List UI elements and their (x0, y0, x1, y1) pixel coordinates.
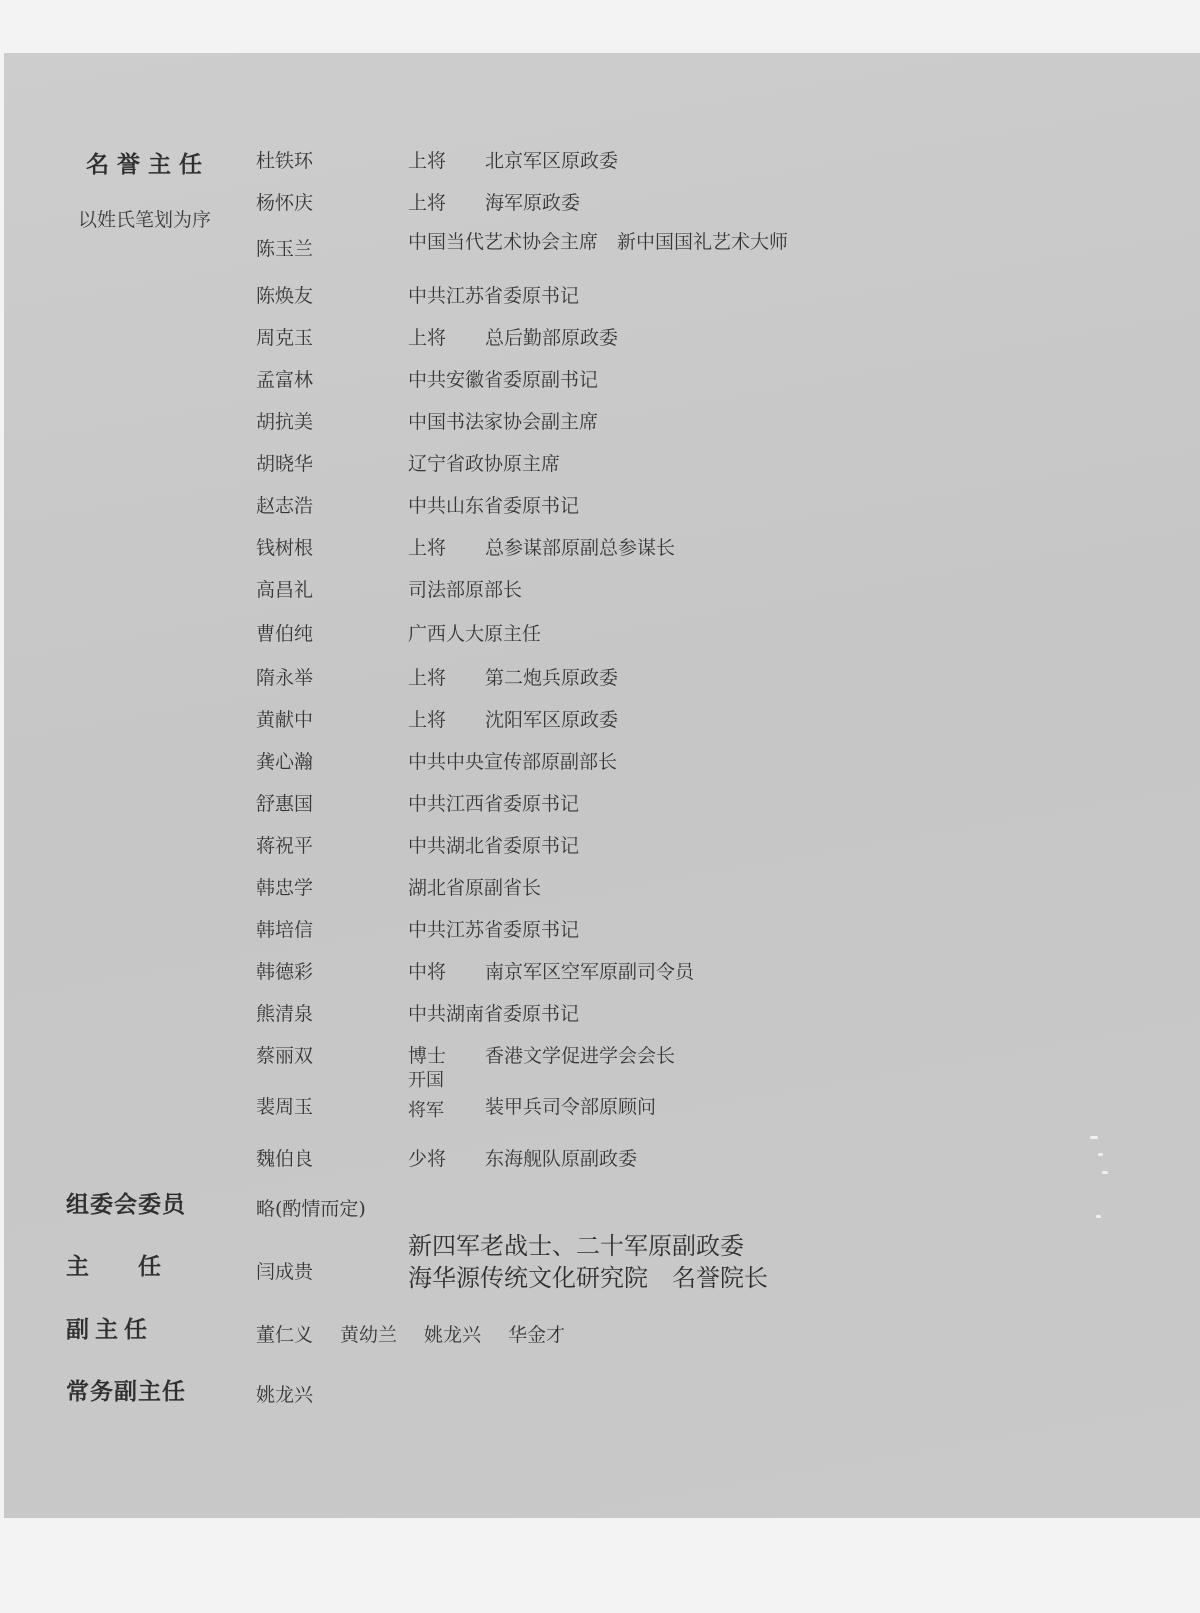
member-name: 韩培信 (256, 919, 314, 941)
member-desc: 广西人大原主任 (408, 623, 542, 645)
scan-speck (1090, 1136, 1098, 1139)
member-name: 裴周玉 (256, 1096, 314, 1118)
sort-note: 以姓氏笔划为序 (78, 209, 212, 231)
member-name: 高昌礼 (256, 579, 314, 601)
member-name: 韩忠学 (256, 877, 314, 899)
member-name: 陈焕友 (256, 285, 314, 307)
roster-page (4, 53, 1200, 1518)
member-desc: 南京军区空军原副司令员 (485, 961, 695, 983)
deputy-name: 黄幼兰 (340, 1324, 398, 1346)
member-rank: 上将 (408, 150, 447, 172)
member-desc: 中国书法家协会副主席 (408, 411, 599, 433)
member-name: 孟富林 (256, 369, 314, 391)
director-titles (408, 1230, 768, 1294)
member-desc: 中共山东省委原书记 (408, 495, 580, 517)
member-desc: 中共湖北省委原书记 (408, 835, 580, 857)
member-desc: 北京军区原政委 (485, 150, 619, 172)
director-line: 海华源传统文化研究院 名誉院长 (408, 1264, 768, 1292)
member-name: 周克玉 (256, 327, 314, 349)
member-rank: 上将 (408, 537, 447, 559)
member-desc: 第二炮兵原政委 (485, 667, 619, 689)
member-name: 龚心瀚 (256, 751, 314, 773)
rank-line: 将军 (408, 1100, 444, 1121)
director-name: 闫成贵 (256, 1261, 314, 1283)
member-rank: 博士 (408, 1045, 447, 1067)
scan-speck (1096, 1215, 1101, 1218)
member-desc: 中共江西省委原书记 (408, 793, 580, 815)
member-name: 陈玉兰 (256, 238, 314, 260)
deputy-name: 华金才 (508, 1324, 566, 1346)
member-desc: 总后勤部原政委 (485, 327, 619, 349)
member-desc: 东海舰队原副政委 (485, 1148, 638, 1170)
member-name: 蒋祝平 (256, 835, 314, 857)
member-rank (408, 1066, 444, 1126)
member-name: 胡晓华 (256, 453, 314, 475)
member-name: 杨怀庆 (256, 192, 314, 214)
executive-deputy-name: 姚龙兴 (256, 1384, 314, 1406)
deputy-title: 副主任 (66, 1317, 153, 1343)
committee-title: 组委会委员 (66, 1192, 186, 1218)
member-desc: 中共中央宣传部原副部长 (408, 751, 618, 773)
rank-line: 开国 (408, 1070, 444, 1091)
member-desc: 装甲兵司令部原顾问 (485, 1096, 657, 1118)
member-rank: 上将 (408, 709, 447, 731)
member-rank: 少将 (408, 1148, 447, 1170)
member-name: 赵志浩 (256, 495, 314, 517)
committee-value: 略(酌情而定) (256, 1198, 366, 1220)
member-name: 蔡丽双 (256, 1045, 314, 1067)
member-desc: 辽宁省政协原主席 (408, 453, 561, 475)
member-rank: 上将 (408, 667, 447, 689)
member-name: 舒惠国 (256, 793, 314, 815)
member-desc: 香港文学促进学会会长 (485, 1045, 676, 1067)
member-desc: 中国当代艺术协会主席 新中国国礼艺术大师 (408, 231, 789, 253)
director-line: 新四军老战士、二十军原副政委 (408, 1232, 744, 1260)
member-desc: 湖北省原副省长 (408, 877, 542, 899)
member-desc: 海军原政委 (485, 192, 581, 214)
member-desc: 中共江苏省委原书记 (408, 285, 580, 307)
honorary-title: 名誉主任 (86, 152, 210, 178)
member-name: 隋永举 (256, 667, 314, 689)
member-name: 魏伯良 (256, 1148, 314, 1170)
member-rank: 上将 (408, 192, 447, 214)
member-name: 韩德彩 (256, 961, 314, 983)
member-name: 杜铁环 (256, 150, 314, 172)
member-rank: 中将 (408, 961, 447, 983)
member-desc: 司法部原部长 (408, 579, 523, 601)
member-desc: 中共安徽省委原副书记 (408, 369, 599, 391)
member-name: 黄献中 (256, 709, 314, 731)
member-name: 胡抗美 (256, 411, 314, 433)
member-desc: 总参谋部原副总参谋长 (485, 537, 676, 559)
member-desc: 中共湖南省委原书记 (408, 1003, 580, 1025)
scan-speck (1102, 1171, 1108, 1174)
director-title: 主 任 (66, 1254, 162, 1280)
member-desc: 中共江苏省委原书记 (408, 919, 580, 941)
deputy-name: 董仁义 (256, 1324, 314, 1346)
deputy-name: 姚龙兴 (424, 1324, 482, 1346)
member-name: 熊清泉 (256, 1003, 314, 1025)
member-rank: 上将 (408, 327, 447, 349)
member-name: 曹伯纯 (256, 623, 314, 645)
scan-speck (1098, 1153, 1103, 1156)
executive-deputy-title: 常务副主任 (66, 1379, 186, 1405)
member-desc: 沈阳军区原政委 (485, 709, 619, 731)
member-name: 钱树根 (256, 537, 314, 559)
